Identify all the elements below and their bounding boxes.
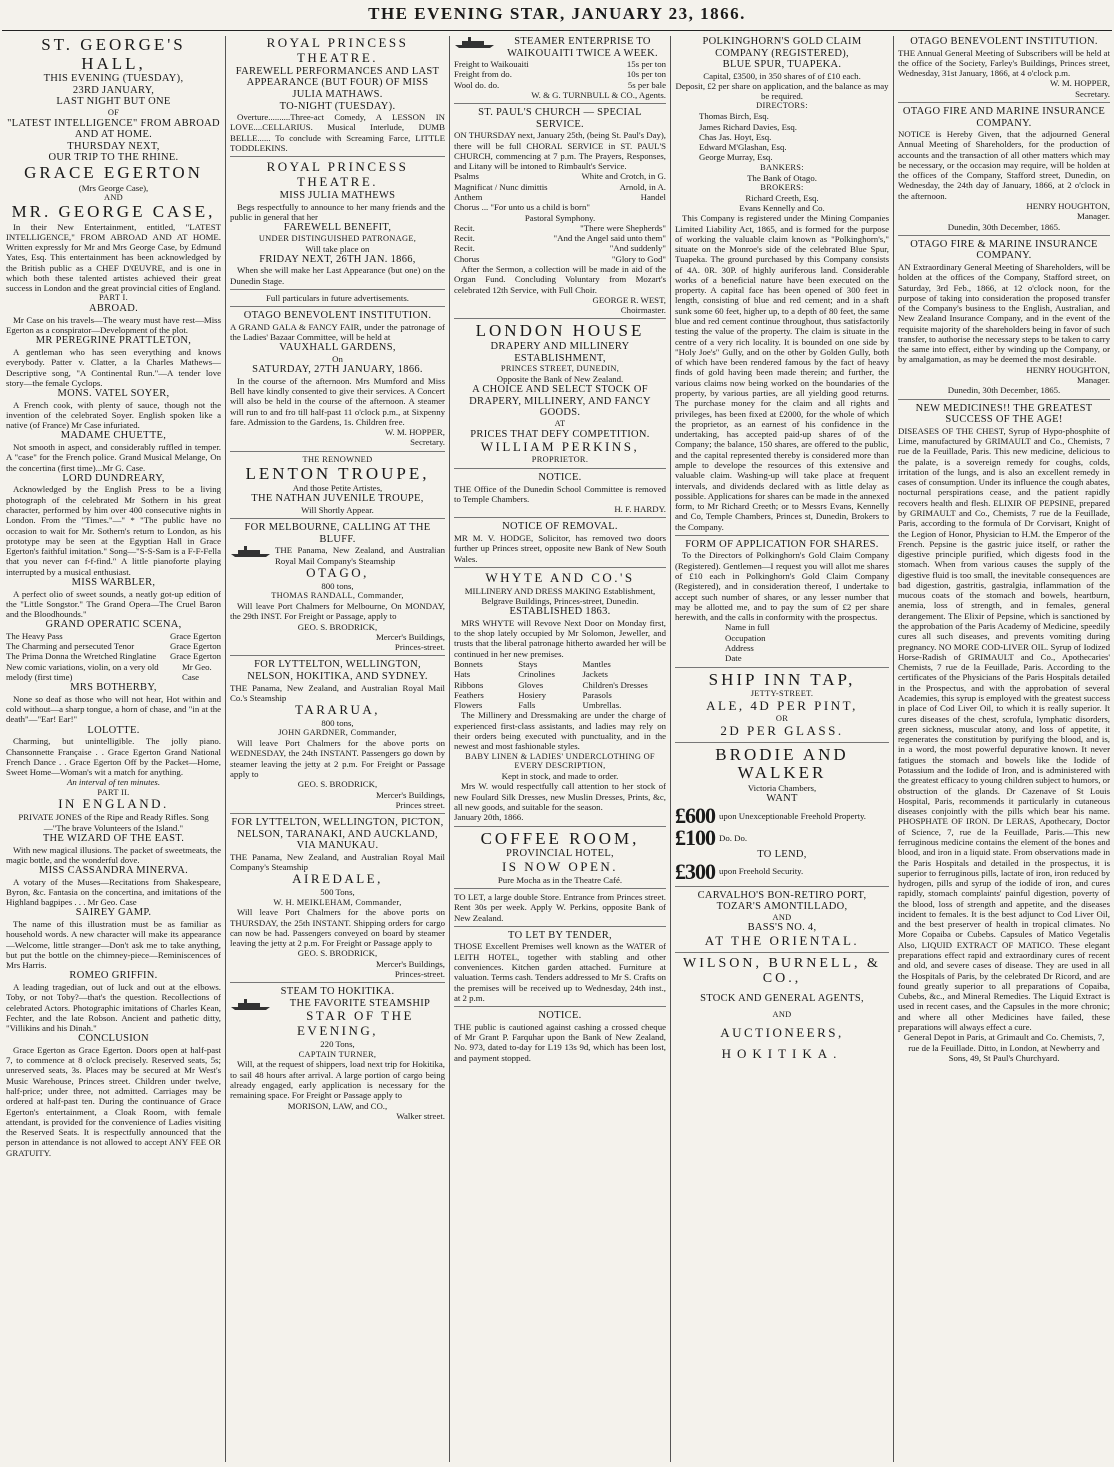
rate-row: Wool do. do. 5s per bale: [454, 79, 666, 90]
coffee-room-ad: [454, 830, 666, 889]
ad-role: Secretary.: [1075, 88, 1110, 99]
school-committee-notice: [454, 472, 666, 518]
ad-title: WILSON, BURNELL, & CO.,: [683, 955, 881, 987]
ship-name: STAR OF THE EVENING,: [296, 1008, 414, 1039]
section-text: PRIVATE JONES of the Ripe and Ready Rifles. Song—"The brave Volunteers of the Island.": [18, 812, 209, 833]
goods-item: Crinolines: [518, 669, 555, 680]
goods-item: Bonnets: [454, 659, 483, 669]
character-text: None so deaf as those who will not hear, Hot within and cold without—a sharp tongue, a horn of chase, and "in at the death"—"Ear! Ear!": [6, 693, 221, 725]
ad-text: TO LET, a large double Store. Entrance from Princes street. Rent 30s per week. Apply W. Perkins, opposite Bank of New Zealand.: [454, 892, 666, 923]
character-heading: GRAND OPERATIC SCENA,: [45, 619, 182, 631]
character-heading: THE WIZARD OF THE EAST.: [42, 832, 185, 844]
character-text: A leading tragedian, out of luck and out at the elbows. Toby, or not Toby?—that's the question. Recollections of celebrated Actors. Photographic imitations of Charles Kean, Fechter, and the late Robson. Ancient and pathetic ditty, "Villikins and his Dinah.": [6, 981, 221, 1034]
form-title: FORM OF APPLICATION FOR SHARES.: [685, 538, 879, 550]
proprietor-role: PROPRIETOR.: [531, 455, 589, 465]
ad-signature: H. F. HARDY.: [614, 504, 666, 515]
directors-heading: DIRECTORS:: [756, 101, 808, 111]
ad-text: Will take place on: [305, 243, 370, 254]
ad-sub: FAREWELL PERFORMANCES AND LAST APPEARANCE (BUT FOUR) OF MISS JULIA MATHAWS.: [235, 65, 440, 100]
ad-line: OF: [107, 108, 120, 118]
ad-text: DISEASES OF THE CHEST, Syrup of Hypo-phosphite of Lime, manufactured by GRIMAULT and Co., Chemists, 7 rue de la Feuillade, Paris. This new medicine, delicious to the palate, is a sovereign remedy for coughs, colds, irritation of the lungs, and is also an excellent remedy in cases of consumption. Under its influence the cough abates, nocturnal perspirations cease, and the patient rapidly recovers health and flesh. ELIXIR OF PEPSINE, prepared by GRIMAULT and Co., Chemists, 7 rue de la Feuillade, Paris, according to the formula of Dr Corvisart, Knight of the Legion of Honor, Physician to H.M. the Emperor of the French. Pepsine is the gastric juice itself, or rather the digestive principle purified, which digests food in the stomach. When from various causes the supply of the digestive fluid is too small, the inevitable consequences are bad digestion, gastritis, gastralgia, inflammation of the mucous coats of the stomach and bowels, heartburn, anemia, loss of strength, and in females, general derangement. The Elixir of Pepsine, which is sanctioned by the approbation of the Paris Academy of Medicine, speedily cures all such diseases, and prevents vomiting during pregnancy. NO MORE COD-LIVER OIL. Syrup of Iodized Horse-Radish of GRIMAULT and Co., Apothecaries' Chemists, 7 rue de la Feuillade, Paris. According to the certificates of the Physicians of the Paris Hospitals detailed in the Prospectus, and with the approbation of several Academies, this syrup is employed with the greatest success in place of Cod Liver Oil, to which it is really superior. It cures diseases of the chest, scrofula, lymphatic disorders, green sickness, muscular atony, and loss of appetite, it regenerates the constitution by purifying the blood, and is, in a word, the most powerful depurative known. It never fatigues the stomach and bowels like the Iodide of Potassium and the Iodide of Iron, and is administered with the greatest efficacy to young children subject to humors, or obstruction of the glands. Dr Cazenave of St Louis Hospital, Paris, recommends it particularly in cutaneous diseases conjointly with the pills which bear his name. PHOSPHATE OF IRON. Dr LERAS, Apothecary, Doctor of Science, 7, rue de la Feuillade, Paris.—This new ferruginous medicine contains the element of the bones and blood, and iron in a liquid state. From observations made in the Paris Hospitals and detailed in the prospectus, it is superior to ferruginous pills, lactate of iron, iron reduced by hydrogen, pills and syrup of the iodide of iron, and cures rapidly, stomach complaints' painful digestion, poverty of the blood, loss of strength and appetite, and the diseases incident to females. It is the best adjunct to Cod Liver Oil, and the best preserver of health in tropical climates. No More Copaiba or Cubebs. Capsules of Matico Vegetalis Also, LIQUID EXTRACT OF MATICO. These elegant preparations effect rapid and extraordinary cures of recent and old, and severe cases of disease. They are used in all the Hospitals of Paris, by the celebrated Dr Ricord, and are found greatly superior to all preparations of Copaiba, Cubebs, &c., and Mineral Remedies. The Liquid Extract is used in recent cases, and the Capsules in the more chronic; and where all other Medicines have failed, these preparations will always effect a cure.: [898, 425, 1110, 1033]
loan-row: £100 Do. Do.: [675, 825, 748, 850]
melbourne-ship-ad: [230, 522, 445, 656]
form-text: To the Directors of Polkinghorn's Gold Claim Company (Registered). Gentlemen—I request you will allot me shares of £10 each in Polkinghorn's Gold Claim Company (Registered), and in consideration thereof, I undertake to accept such number of shares, or any lesser number that may be allotted me, and to pay the sum of £2 per share herewith, and the calls in conformity with the prospectus.: [675, 550, 889, 623]
agent-name: W. & G. TURNBULL & CO., Agents.: [531, 89, 666, 100]
ad-signature: HENRY HOUGHTON,: [1026, 364, 1110, 375]
ad-or: OR: [775, 714, 789, 724]
goods-item: Gloves: [518, 679, 544, 690]
ship-name: AIREDALE,: [292, 871, 383, 887]
ad-sub: AT THE ORIENTAL.: [704, 933, 860, 949]
goods-item: Feathers: [454, 689, 484, 700]
ad-text: Deposit, £2 per share on application, and the balance as may be required.: [675, 80, 889, 102]
ad-title: LENTON TROUPE,: [245, 463, 430, 483]
ad-sub: FAREWELL BENEFIT,: [283, 222, 392, 234]
character-text: A perfect olio of sweet sounds, a neatly got-up edition of the "Little Songstor." The Grand Opera—The Cruel Baron and the Bloodhounds.": [6, 588, 221, 620]
ad-title: NOTICE.: [538, 1010, 582, 1022]
ad-title: SHIP INN TAP,: [708, 669, 856, 689]
masthead: THE EVENING STAR, JANUARY 23, 1866.: [368, 4, 746, 23]
ad-date: Dunedin, 30th December, 1865.: [947, 221, 1061, 232]
ad-signature: GEORGE R. WEST,: [592, 294, 666, 305]
steamer-enterprise-ad: [454, 36, 666, 104]
ad-est: ESTABLISHED 1863.: [509, 606, 611, 618]
and-text: AND: [103, 193, 124, 202]
ad-text: Overture..........Three-act Comedy, A LESSON IN LOVE....CELLARIUS. Musical Interlude, DUMB BELLE...... To conclude with Screaming Farce, LITTLE TODDLEKINS.: [230, 112, 445, 153]
wilson-burnell-ad: [675, 956, 889, 1065]
steamship-icon: [230, 546, 272, 558]
ship-commander: JOHN GARDNER, Commander,: [278, 728, 397, 738]
ship-tons: 500 Tons,: [320, 887, 355, 898]
ad-text: The Millinery and Dressmaking are under the charge of experienced first-class assistants, and ladies may rely on their orders being executed with punctuality, and in the newest and most fashionable styles.: [454, 710, 666, 752]
ad-text: Opposite the Bank of New Zealand.: [496, 373, 624, 384]
ad-title: NOTICE.: [538, 472, 582, 484]
ad-title: STEAMER ENTERPRISE TO WAIKOUAITI TWICE A WEEK.: [507, 36, 658, 59]
st-pauls-church-ad: [454, 107, 666, 319]
ad-title: FOR LYTTELTON, WELLINGTON, PICTON, NELSON, TARANAKI, AND AUCKLAND, VIA MANUKAU.: [231, 817, 444, 852]
agent-address: Mercer's Buildings,: [375, 631, 445, 642]
ad-text: Will leave Port Chalmers for Melbourne, On MONDAY, the 29th INST. For Freight or Passage, apply to: [230, 601, 445, 622]
ad-want: WANT: [766, 793, 798, 805]
lenton-troupe-ad: [230, 455, 445, 520]
ship-name: TARARUA,: [294, 702, 381, 718]
goods-item: Hats: [454, 669, 471, 680]
benevolent-meeting-ad: [898, 36, 1110, 103]
character-heading: LOLOTTE.: [87, 724, 140, 736]
character-text: The name of this illustration must be as familiar as household words. A new character will make its appearance—Welcome, little stranger—Don't ask me to take anything, but put the bottle on the chimney-piece—Reminiscences of Mrs Harris.: [6, 919, 221, 971]
proprietor-name: WILLIAM PERKINS,: [480, 439, 640, 455]
character-heading: MISS WARBLER,: [71, 576, 156, 588]
ad-text: Mrs W. would respectfully call attention to her stock of new Foulard Silk Dresses, new Muslin Dresses, Prints, &c, all new goods, and suitable for the season.: [454, 781, 666, 813]
cast-row: New comic variations, violin, on a very old melody (first time) Mr Geo. Case: [6, 661, 212, 683]
ad-sub: BASS'S NO. 4,: [747, 922, 817, 934]
ad-title: ROYAL PRINCESS THEATRE.: [266, 36, 409, 65]
ship-commander: CAPTAIN TURNER,: [298, 1049, 377, 1059]
polkinghorn-gold-claim-ad: [675, 36, 889, 536]
ad-sub: MILLINERY AND DRESS MAKING Establishment, Belgrave Buildings, Princes-street, Dunedin.: [464, 585, 656, 607]
section-heading: CONCLUSION: [78, 1033, 149, 1045]
agent-address: Princes-street.: [394, 969, 445, 980]
intro-text: In their New Entertainment, entitled, "LATEST INTELLIGENCE," FROM ABROAD AND AT HOME. Written expressly for Mr and Mrs George Case, by Edmund Yates, Esq. This entertainment has been acknowledged by the British public as a CHEF D'ŒUVRE, and is one in which both these talented artistes achieved their great success in London and the great provincial cities of England.: [6, 221, 221, 294]
ad-sub: DRAPERY AND MILLINERY ESTABLISHMENT,: [490, 341, 630, 364]
ad-and: AND: [772, 1010, 792, 1020]
ad-text: Full particulars in future advertisements.: [266, 292, 409, 303]
ad-text: In the course of the afternoon. Mrs Mumford and Miss Bell have kindly consented to give their services. A Concert will also be held in the course of the afternoon. A steamer will run to and fro till half-past 11 o'clock p.m., at Sixpenny fare. Admission to the Gardens, 1s. Children free.: [230, 375, 445, 427]
prospectus-text: This Company is registered under the Mining Companies Limited Liability Act, 1865, and is formed for the purpose of working the valuable claim known as "Polkinghorn's," situate on the Monroe's side of the celebrated Blue Spur, Tuapeka. The ground purchased by this Company consists of 4A. 0R. 30P. of highly auriferous land. Considerable works of a beneficial nature have been executed on the property. A capital face has been opened of 300 feet in length, consisting of blue and red cement; and in a shaft sunk some 60 feet, higher up, to a depth of 80 feet, the same blue and red cement continue throughout, thus satisfactorily testing the value of the property. The claim is situate in the centre of a very rich locality. It is bounded on one side by "Holy Joe's" Gully, and on the other by Golden Gully, both of which have been rendered famous by the fact of heavy finds of gold having been made therein; and further, the various claims now being worked on the boundaries of the property, by various parties, are all yielding good returns. The purchase money for the claim and all rights and privileges, has been fixed at £2000, for the whole of which the proprietor, as an earnest of his confidence in the undertaking, has accepted paid-up shares of of the Company; the balance, 150 shares, are offered to the public, and the capital represented thereby is considered more than ample to develope the resources of this extensive and valuable claim. Washing-up will take place at frequent intervals, and dividends declared with as little delay as possible. Applications for shares can be made in the annexed form, to Mr Richard Creeth; or to Messrs Evans, Kennelly and Co, Temple Chambers, Princes st, Dunedin, Brokers to the Company.: [675, 213, 889, 532]
character-heading: MRS BOTHERBY,: [70, 682, 157, 694]
character-text: Acknowledged by the English Press to be a living photograph of the celebrated Mr Sothern in his great character, performed by him over 400 consecutive nights in London. From the "Times."—" * "The public have no occasion to wait for Mr. Sothern's return to London, as his prototype may be seen at the Egyptian Hall in Grace Egerton's faithful imitation." Song—"S-S-Sam is a F-F-Fella that you never can f-f-find." A little pianoforte playing interrupted by a musical enthusiast.: [6, 484, 221, 577]
column-3: [454, 36, 666, 1462]
ad-title: FOR LYTTELTON, WELLINGTON, NELSON, HOKITIKA, AND SYDNEY.: [247, 659, 428, 682]
ad-title: OTAGO BENEVOLENT INSTITUTION.: [910, 36, 1098, 47]
star-name: GRACE EGERTON: [24, 163, 203, 183]
ad-role: Choirmaster.: [620, 305, 666, 316]
column-1: [6, 36, 221, 1462]
ad-title: OTAGO FIRE & MARINE INSURANCE COMPANY.: [910, 238, 1098, 262]
royal-princess-ad-1: [230, 36, 445, 157]
ad-title: POLKINGHORN'S GOLD CLAIM COMPANY (REGISTERED),: [702, 36, 862, 59]
st-georges-hall-ad: [6, 36, 221, 1161]
ad-signature: HENRY HOUGHTON,: [1026, 201, 1110, 212]
section-heading: ABROAD.: [88, 303, 139, 315]
ad-text: Will Shortly Appear.: [301, 505, 374, 516]
ad-address: PRINCES STREET, DUNEDIN,: [500, 364, 620, 374]
ship-name: OTAGO,: [306, 564, 369, 580]
ad-title: FOR MELBOURNE, CALLING AT THE BLUFF.: [244, 522, 431, 545]
ad-sub: PRICES THAT DEFY COMPETITION.: [470, 428, 650, 440]
ad-sub: THE NATHAN JUVENILE TROUPE,: [251, 493, 424, 505]
goods-item: Stays: [518, 659, 538, 669]
ad-role: Secretary.: [410, 437, 445, 448]
star-sub: (Mrs George Case),: [78, 182, 149, 193]
broker-name: Richard Creeth, Esq.: [745, 192, 819, 203]
ad-place: VAUXHALL GARDENS,: [279, 342, 396, 354]
loan-row: £300 upon Freehold Security.: [675, 858, 804, 884]
character-heading: MISS CASSANDRA MINERVA.: [38, 865, 189, 877]
character-heading: SAIREY GAMP.: [75, 907, 152, 919]
ad-text: NOTICE is Hereby Given, that the adjourned General Annual Meeting of Shareholders, for the production of accounts and the transaction of all other matters which may be necessary, or the occasion may require, will be holden at the offices of the Company, Stafford street, Dunedin, on Wednesday, the 24th day of January, 1866, at 2 o'clock in the afternoon.: [898, 129, 1110, 201]
ad-text: Begs respectfully to announce to her many friends and the public in general that her: [230, 201, 445, 222]
ship-inn-tap-ad: [675, 671, 889, 743]
london-house-ad: [454, 322, 666, 469]
ad-sub: A CHOICE AND SELECT STOCK OF DRAPERY, MILLINERY, AND FANCY GOODS.: [469, 384, 651, 419]
ad-text: MRS WHYTE will Revove Next Door on Monday first, to the shop lately occupied by Mr Solomon, Jeweller, and trusts that the liberal patronage hitherto awarded her will be continued in her new premises.: [454, 617, 666, 659]
cast-row: The Heavy Pass Grace Egerton: [6, 630, 221, 641]
form-field: Date: [725, 653, 742, 664]
part-heading: PART II.: [97, 787, 130, 797]
form-field: Name in full: [725, 622, 770, 633]
ad-date: Dunedin, 30th December, 1865.: [947, 385, 1061, 396]
ad-title: BRODIE AND WALKER: [715, 744, 849, 783]
ad-sub: ALE, 4D PER PINT,: [706, 698, 858, 714]
masthead-rule: [2, 30, 1112, 31]
ship-commander: THOMAS RANDALL, Commander,: [271, 591, 404, 601]
character-text: A votary of the Muses—Recitations from Shakespeare, Byron, &c. Fantasia on the concertina, and imitations of the Highland bagpipes . . . Mr Geo. Case: [6, 876, 221, 908]
goods-item: Hosiery: [518, 689, 547, 700]
character-text: Not smooth in aspect, and considerably ruffled in temper. A "case" for the French police. Grand Musical Melange, On the concertina (first time)...Mr G. Case.: [6, 442, 221, 473]
depot-text: General Depot in Paris, at Grimault and Co. Chemists, 7, rue de la Feuillade. Ditto, in London, at Newberry and Sons, 49, St Paul's Churchyard.: [903, 1032, 1105, 1063]
loan-row: £600 upon Unexceptionable Freehold Property.: [675, 803, 866, 828]
ad-signature: W. M. HOPPER,: [1049, 78, 1110, 89]
interval-note: An interval of ten minutes.: [66, 777, 161, 788]
ad-text: Kept in stock, and made to order.: [501, 771, 619, 782]
agent-name: GEO. S. BRODRICK,: [297, 621, 378, 632]
lyttelton-tararua-ad: [230, 659, 445, 814]
ad-on: On: [332, 353, 343, 364]
ad-sub: IS NOW OPEN.: [501, 858, 619, 874]
character-heading: ROMEO GRIFFIN.: [69, 970, 158, 982]
character-heading: LORD DUNDREARY,: [62, 472, 165, 484]
goods-item: Parasols: [582, 689, 612, 700]
ad-sub: UNDER DISTINGUISHED PATRONAGE,: [258, 233, 417, 243]
service-row: Chorus ... "For unto us a child is born": [454, 202, 590, 213]
ad-date: SATURDAY, 27TH JANUARY, 1866.: [252, 364, 423, 376]
fire-marine-ad-1: [898, 106, 1110, 236]
rate-row: Freight to Waikouaiti 15s per ton: [454, 59, 666, 70]
ad-text: THE Panama, New Zealand, and Australian Royal Mail Company's Steamship: [275, 545, 445, 566]
lyttelton-airedale-ad: [230, 817, 445, 983]
ad-text: AN Extraordinary General Meeting of Shareholders, will be holden at the offices of the Company, Stafford street, on Saturday, 3rd Feb., 1866, at 12 o'clock noon, for the purpose of taking into consideration the proposed transfer of the Company's business to the English, Australian, and New Zealand Insurance Company, and in the event of the requisite majority of the shareholders being in favor of such transfer, to authorise the necessary steps to be taken to carry the same into effect, either by winding up the Company, or by amalgamation, as may be deemed the most desirable.: [898, 261, 1110, 365]
agent-address: Walker street.: [396, 1110, 445, 1121]
ad-text: Will leave Port Chalmers for the above ports on THURSDAY, the 25th INSTANT. Shipping orders for cargo can now be had. Passengers conveyed on board by steamer leaving the jetty at 2 p.m. For Freight or Passage apply to: [230, 907, 445, 949]
ad-line: 23RD JANUARY,: [72, 84, 155, 96]
new-medicines-ad: [898, 403, 1110, 1067]
brokers-heading: BROKERS:: [760, 182, 804, 192]
service-sub: Pastoral Symphony.: [524, 212, 596, 223]
service-row: Recit. "And suddenly": [454, 243, 666, 254]
goods-item: Flowers: [454, 700, 483, 711]
royal-princess-ad-2: [230, 160, 445, 290]
character-text: Charming, but unintelligible. The jolly piano. Chansonnette Française . . Grace Egerton Grand National French Dance . . Grace Egerton Off by the Packet—Home, Sweet Home—Woman's wit a match for anything.: [6, 736, 221, 778]
character-text: A gentleman who has seen everything and knows everybody. Patter v. Clatter, a la Charles Mathews—Descriptive song, "A Continental Run."—A tender love story—the female Cyclops.: [6, 346, 221, 388]
director-name: Thomas Birch, Esq.: [699, 111, 769, 122]
goods-item: Children's Dresses: [582, 679, 648, 690]
cast-row: The Charming and persecuted Tenor Grace Egerton: [6, 641, 221, 652]
ad-and: AND: [772, 912, 792, 922]
service-row: Recit. "There were Shepherds": [454, 222, 666, 233]
ad-title: OTAGO BENEVOLENT INSTITUTION.: [243, 310, 432, 322]
ad-sub: THE FAVORITE STEAMSHIP: [289, 997, 431, 1009]
ad-date: TO-NIGHT (TUESDAY).: [279, 100, 396, 112]
director-name: George Murray, Esq.: [699, 152, 773, 163]
ad-line: OUR TRIP TO THE RHINE.: [48, 152, 179, 164]
service-row: Anthem Handel: [454, 192, 666, 202]
character-text: A French cook, with plenty of sauce, though not the invention of the celebrated Soyer. English spoken like a native (of France) Mr Case infuriated.: [6, 399, 221, 431]
ad-text: MR M. V. HODGE, Solicitor, has removed two doors further up Princes street, opposite new Bank of New South Wales.: [454, 532, 666, 564]
form-field: Address: [725, 643, 754, 654]
ad-text: THE Panama, New Zealand, and Australian Royal Mail Co.'s Steamship: [230, 682, 445, 703]
ad-at: AT: [554, 418, 566, 428]
service-row: Chorus "Glory to God": [454, 253, 666, 264]
steamship-icon: [230, 999, 272, 1011]
banker-name: The Bank of Otago.: [747, 172, 817, 183]
service-row: Psalms White and Crotch, in G.: [454, 171, 666, 182]
benevolent-gala-ad: [230, 310, 445, 451]
agent-address: Mercer's Buildings,: [375, 789, 445, 800]
ad-text: Pure Mocha as in the Theatre Café.: [497, 874, 623, 885]
ad-text: Will leave Port Chalmers for the above ports on WEDNESDAY, the 24th INSTANT. Passengers go down by steamer leaving the jetty at 2 p.m. For Freight or Passage apply to: [230, 738, 445, 779]
ad-text: And those Petite Artistes,: [292, 483, 383, 494]
cheque-notice: [454, 1010, 666, 1066]
column-2: [230, 36, 445, 1462]
ad-loc: HOKITIKA.: [721, 1046, 843, 1062]
goods-list: [454, 659, 666, 710]
ad-address: Victoria Chambers,: [747, 783, 817, 794]
agent-address: Princes street.: [395, 799, 445, 810]
character-text: With new magical illusions. The packet of sweetmeats, the magic bottle, and the wonderful dove.: [6, 844, 221, 865]
goods-item: Umbrellas.: [582, 700, 622, 711]
ad-sub: MISS JULIA MATHEWS: [279, 190, 396, 202]
ad-text: THE Panama, New Zealand, and Australian Royal Mail Company's Steamship: [230, 851, 445, 872]
bankers-heading: BANKERS:: [760, 162, 804, 172]
form-field: Occupation: [725, 632, 766, 643]
ad-title: CARVALHO'S BON-RETIRO PORT,: [697, 889, 867, 901]
ad-title: ST. PAUL'S CHURCH — SPECIAL SERVICE.: [478, 107, 642, 130]
hokitika-steam-ad: [230, 986, 445, 1124]
fire-marine-ad-2: [898, 239, 1110, 400]
ad-text: THOSE Excellent Premises well known as the WATER of LEITH HOTEL, together with stabling and other conveniences. Kitchen garden attached. Furniture at valuation. Terms cash. Tenders addressed to Mr S. Crafts on the premises will be received up to Wednesday, 24th inst., at 2 p.m.: [454, 941, 666, 1003]
ad-sub: STOCK AND GENERAL AGENTS,: [700, 992, 864, 1004]
column-divider: [893, 36, 894, 1462]
loan-heading: TO LEND,: [757, 849, 807, 860]
ad-sub: 2D PER GLASS.: [720, 722, 844, 738]
section-text: Mr Case on his travels—The weary must have rest—Miss Egerton as a conspirator—Development of the plot.: [6, 314, 221, 336]
ad-title: NOTICE OF REMOVAL.: [502, 521, 618, 533]
ad-date: FRIDAY NEXT, 26TH JAN. 1866,: [259, 253, 416, 265]
ad-text: THE Office of the Dunedin School Committee is removed to Temple Chambers.: [454, 483, 666, 504]
column-4: [675, 36, 889, 1462]
share-application-form: [675, 539, 889, 668]
service-row: Magnificat / Nunc dimittis Arnold, in A.: [454, 181, 666, 192]
ad-date: January 20th, 1866.: [454, 812, 524, 823]
ad-text: A GRAND GALA & FANCY FAIR, under the patronage of the Ladies' Bazaar Committee, will be held at: [230, 321, 445, 343]
director-name: Edward M'Glashan, Esq.: [699, 142, 787, 153]
tender-ad: [454, 930, 666, 1007]
ad-line: THIS EVENING (TUESDAY),: [43, 73, 184, 85]
removal-notice: [454, 521, 666, 567]
agent-name: GEO. S. BRODRICK,: [297, 779, 378, 790]
director-name: James Richard Davies, Esq.: [699, 121, 797, 132]
goods-item: Ribbons: [454, 679, 484, 690]
ad-role: Manager.: [1077, 211, 1110, 222]
carvalho-port-ad: [675, 890, 889, 953]
broker-name: Evans Kennelly and Co.: [739, 202, 825, 213]
ad-address: JETTY-STREET.: [750, 689, 814, 699]
agent-address: Princes-street.: [394, 642, 445, 653]
ad-title: ST. GEORGE'S HALL,: [41, 36, 186, 73]
ad-text: THE public is cautioned against cashing a crossed cheque of Mr Grant P. Farquhar upon the Bank of New Zealand, No. 973, dated to-day for L19 13s 9d, which has been lost, and payment stopped.: [454, 1021, 666, 1063]
ad-title: OTAGO FIRE AND MARINE INSURANCE COMPANY.: [902, 105, 1106, 129]
ship-commander: W. H. MEIKLEHAM, Commander,: [273, 897, 402, 907]
director-name: Chas Jas. Hoyt, Esq.: [699, 131, 772, 142]
ad-text: ON THURSDAY next, January 25th, (being St. Paul's Day), there will be full CHORAL SERVICE in ST. PAUL'S CHURCH, commencing at 7 p.m. The Prayers, Responses, and Litany will be intoned to Rimbault's Service.: [454, 130, 666, 172]
ad-signature: W. M. HOPPER,: [384, 427, 445, 438]
column-5: [898, 36, 1110, 1462]
brodie-walker-ad: [675, 746, 889, 887]
part-heading: PART I.: [98, 293, 129, 303]
goods-item: Jackets: [582, 669, 608, 680]
ad-title: COFFEE ROOM,: [480, 828, 640, 848]
steamship-icon: [454, 37, 496, 49]
cast-row: The Prima Donna the Wretched Ringlatine Grace Egerton: [6, 651, 221, 662]
star-name-2: MR. GEORGE CASE,: [11, 201, 216, 221]
ad-sub: TOZAR'S AMONTILLADO,: [716, 901, 848, 913]
ad-text: Capital, £3500, in 350 shares of of £10 each.: [703, 70, 861, 81]
character-heading: MONS. VATEL SOYER,: [57, 388, 170, 400]
rate-row: Freight from do. 10s per ton: [454, 69, 666, 80]
ad-title: TO LET BY TENDER,: [508, 929, 612, 941]
character-heading: MR PEREGRINE PRATTLETON,: [35, 335, 192, 347]
conclusion-text: Grace Egerton as Grace Egerton. Doors open at half-past 7, to commence at 8 o'clock precisely. Reserved seats, 5s; unreserved seats, 3s. Places may be secured at Mr West's Music Warehouse, Princes street. Children under twelve, half-price; under three, not admitted. Carriages may be ordered at half-past ten. During the continuance of Grace Egerton's entertainment, a Cloak Room, with female attendant, is provided for the convenience of Ladies visiting the Reserved Seats. It is respectfully announced that the person in attendance is not allowed to accept ANY FEE OR GRATUITY.: [6, 1044, 221, 1158]
particulars-note: [230, 293, 445, 307]
ad-loc: BLUE SPUR, TUAPEKA.: [722, 59, 842, 71]
ad-pre: THE RENOWNED: [302, 454, 373, 464]
service-row: Recit. "And the Angel said unto them": [454, 233, 666, 244]
ad-role: Manager.: [1077, 375, 1110, 386]
ad-title: ROYAL PRINCESS THEATRE.: [266, 159, 409, 190]
ad-sub: BABY LINEN & LADIES' UNDERCLOTHING OF EVERY DESCRIPTION,: [465, 751, 655, 771]
column-divider: [670, 36, 671, 1462]
whyte-and-co-ad: [454, 571, 666, 827]
ship-tons: 220 Tons,: [320, 1039, 355, 1050]
ad-title: WHYTE AND CO.'S: [485, 569, 635, 585]
ad-text: When she will make her Last Appearance (but one) on the Dunedin Stage.: [230, 265, 445, 286]
section-heading: IN ENGLAND.: [58, 796, 169, 812]
agent-name: GEO. S. BRODRICK,: [297, 948, 378, 959]
ad-text: Will, at the request of shippers, load next trip for Hokitika, to sail 48 hours after arrival. A large portion of cargo being already engaged, early application is necessary for the remaining space. For Freight or Passage apply to: [230, 1059, 445, 1101]
to-let-ad: [454, 892, 666, 927]
ad-title: LONDON HOUSE: [475, 321, 645, 341]
ad-line: "LATEST INTELLIGENCE" FROM ABROAD AND AT HOME.: [7, 117, 220, 141]
column-divider: [449, 36, 450, 1462]
ship-tons: 800 tons,: [321, 718, 354, 728]
ad-line: THURSDAY NEXT,: [67, 140, 160, 152]
ad-text: After the Sermon, a collection will be made in aid of the Organ Fund. Concluding Voluntary from Mozart's celebrated 12th Service, with Full Choir.: [454, 263, 666, 295]
character-heading: MADAME CHUETTE,: [60, 430, 167, 442]
ad-title: NEW MEDICINES!! THE GREATEST SUCCESS OF THE AGE!: [915, 402, 1093, 426]
goods-item: Mantles: [582, 659, 611, 669]
ad-line: LAST NIGHT BUT ONE: [56, 96, 171, 108]
ad-sub: AUCTIONEERS,: [720, 1025, 844, 1041]
goods-item: Falls: [518, 700, 536, 711]
column-divider: [225, 36, 226, 1462]
ad-sub: PROVINCIAL HOTEL,: [506, 848, 614, 860]
agent-address: Mercer's Buildings,: [375, 958, 445, 969]
ad-text: THE Annual General Meeting of Subscribers will be held at the office of the Society, Farley's Buildings, Princes street, Wednesday, 31st January, 1866, at 4 o'clock p.m.: [898, 47, 1110, 79]
ship-tons: 800 tons,: [321, 580, 354, 591]
ad-title: STEAM TO HOKITIKA.: [280, 986, 395, 998]
agent-name: MORISON, LAW, and CO.,: [287, 1100, 388, 1111]
